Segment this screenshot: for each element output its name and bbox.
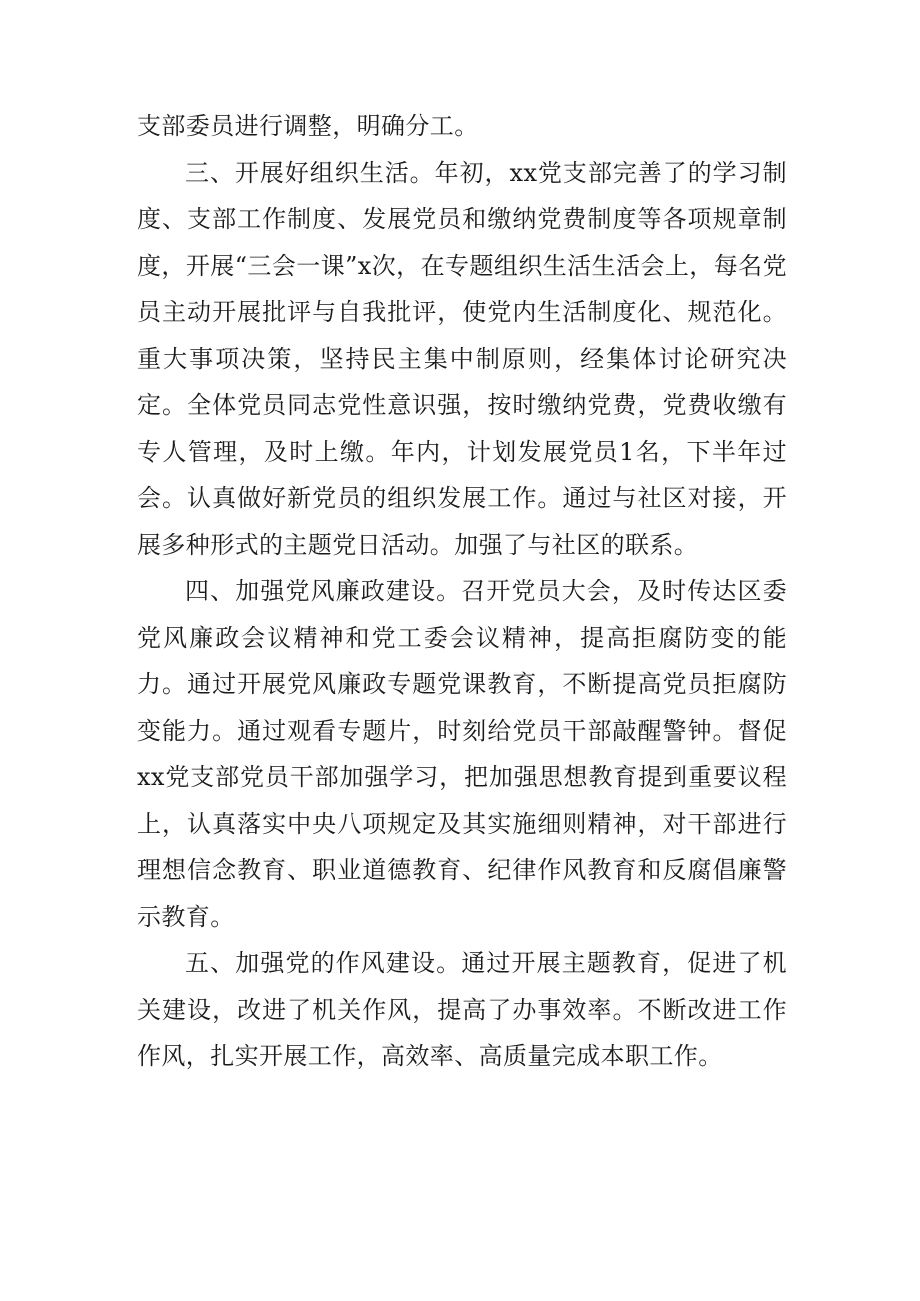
document-body: [137, 103, 787, 1080]
paragraph-continuation: 支部委员进行调整，明确分工。: [137, 112, 479, 140]
paragraph-section-five: 五、加强党的作风建设。通过开展主题教育，促进了机关建设，改进了机关作风，提高了办事效率。不断改进工作作风，扎实开展工作，高效率、高质量完成本职工作。: [137, 949, 787, 1070]
paragraph-section-three: 三、开展好组织生活。年初，xx党支部完善了的学习制度、支部工作制度、发展党员和缴纳党费制度等各项规章制度，开展“三会一课”x次，在专题组织生活生活会上，每名党员主动开展批评与自我批评，使党内生活制度化、规范化。重大事项决策，坚持民主集中制原则，经集体讨论研究决定。全体党员同志党性意识强，按时缴纳党费，党费收缴有专人管理，及时上缴。年内，计划发展党员1名，下半年过会。认真做好新党员的组织发展工作。通过与社区对接，开展多种形式的主题党日活动。加强了与社区的联系。: [137, 158, 787, 559]
paragraph-section-four: 四、加强党风廉政建设。召开党员大会，及时传达区委党风廉政会议精神和党工委会议精神，提高拒腐防变的能力。通过开展党风廉政专题党课教育，不断提高党员拒腐防变能力。通过观看专题片，时刻给党员干部敲醒警钟。督促xx党支部党员干部加强学习，把加强思想教育提到重要议程上，认真落实中央八项规定及其实施细则精神，对干部进行理想信念教育、职业道德教育、纪律作风教育和反腐倡廉警示教育。: [137, 577, 787, 931]
